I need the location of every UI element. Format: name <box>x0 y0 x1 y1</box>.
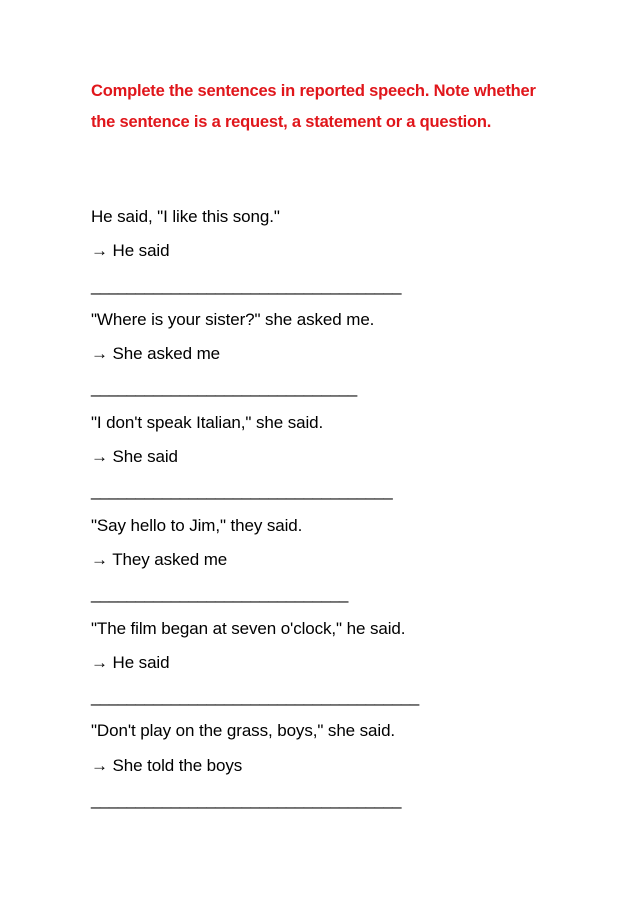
exercise-item <box>91 303 571 406</box>
answer-start: → He said <box>91 241 170 261</box>
answer-start: → He said <box>91 652 170 672</box>
exercise-prompt: "The film began at seven o'clock," he said. <box>91 618 406 638</box>
exercise-prompt: "I don't speak Italian," she said. <box>91 412 324 432</box>
exercise-prompt: "Where is your sister?" she asked me. <box>91 309 375 329</box>
answer-blank: ___________________________________ <box>91 275 401 295</box>
exercise-prompt: "Say hello to Jim," they said. <box>91 515 303 535</box>
answer-blank: _____________________________ <box>91 584 348 604</box>
exercise-item <box>91 714 571 817</box>
exercise-prompt: He said, "I like this song." <box>91 207 280 226</box>
exercise-item <box>91 406 571 509</box>
answer-start: → She told the boys <box>91 755 243 775</box>
instructions-text: Complete the sentences in reported speech. Note whether the sentence is a request, a statement or a question. <box>91 82 536 131</box>
answer-start: → She asked me <box>91 344 220 364</box>
answer-blank: __________________________________ <box>91 481 393 501</box>
exercise-list <box>91 200 571 817</box>
exercise-item <box>91 509 571 612</box>
answer-blank: _____________________________________ <box>91 687 419 707</box>
exercise-prompt: "Don't play on the grass, boys," she said. <box>91 721 396 741</box>
exercise-item <box>91 200 571 303</box>
answer-start: → She said <box>91 447 178 467</box>
exercise-item <box>91 612 571 715</box>
answer-blank: ___________________________________ <box>91 790 401 810</box>
answer-blank: ______________________________ <box>91 378 357 398</box>
answer-start: → They asked me <box>91 549 228 569</box>
